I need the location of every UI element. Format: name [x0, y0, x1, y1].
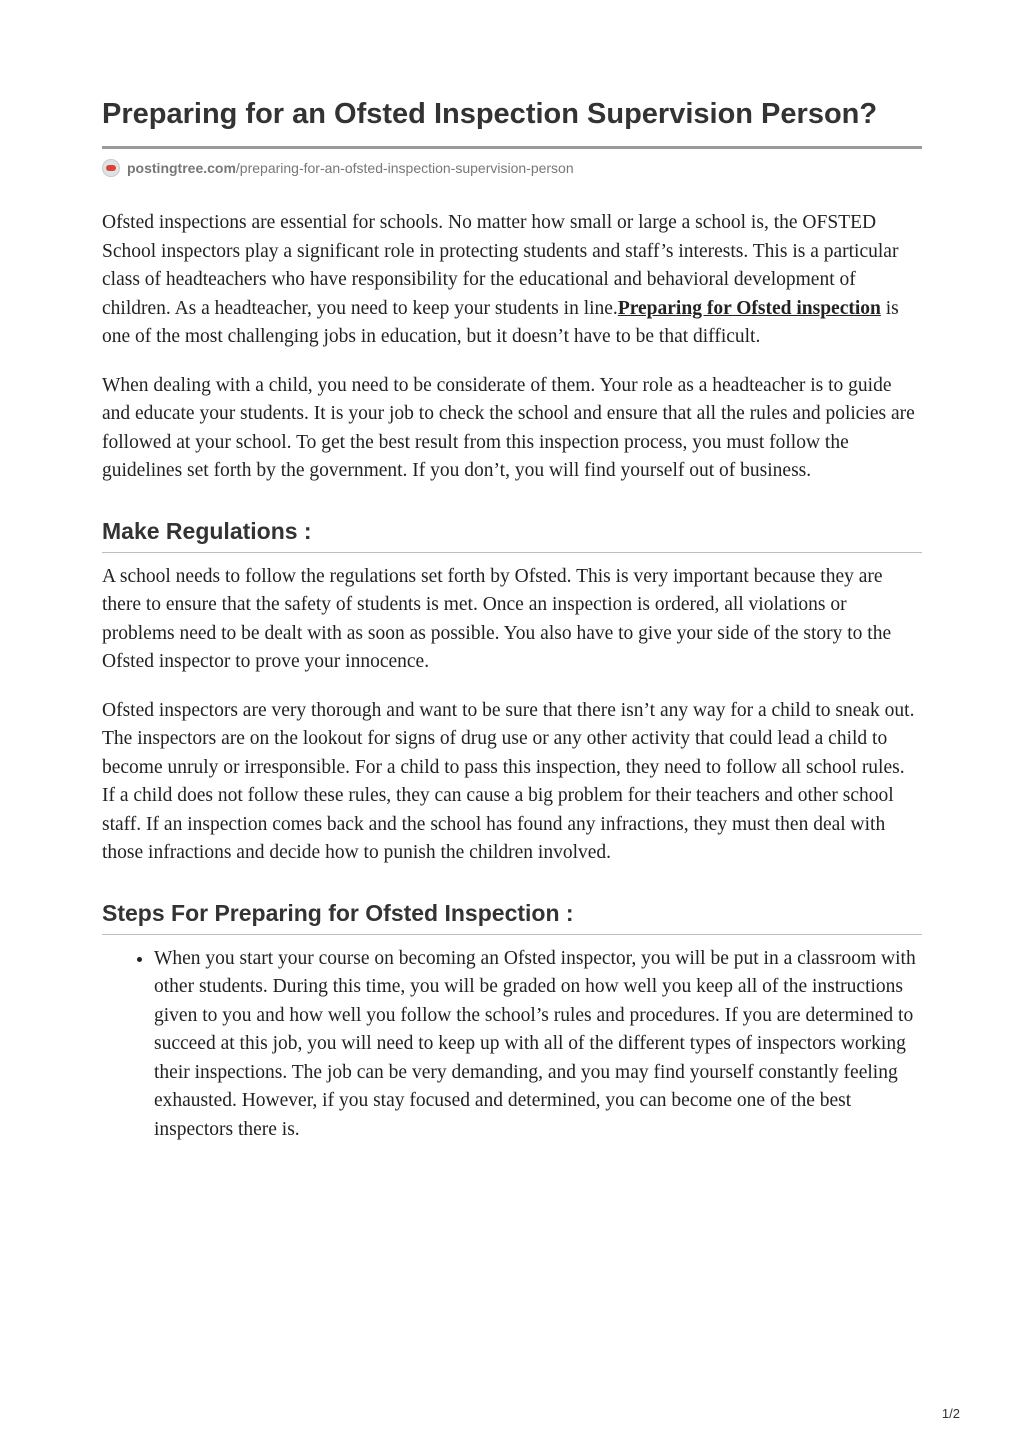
source-domain: postingtree.com [127, 160, 236, 176]
regulations-paragraph-2: Ofsted inspectors are very thorough and want to be sure that there isn’t any way for a child to sneak out. The inspectors are on the lookout for signs of drug use or any other activity that could lead a child to become unruly or irresponsible. For a child to pass this inspection, they need to follow all school rules. If a child does not follow these rules, they can cause a big problem for their teachers and other school staff. If an inspection comes back and the school has found any infractions, they must then deal with those infractions and decide how to punish the children involved. [102, 699, 915, 863]
source-bar [102, 146, 922, 179]
intro-p1-text-after: is one of the most challenging jobs in education, but it doesn’t have to be that difficult. [102, 297, 899, 347]
article-title: Preparing for an Ofsted Inspection Supervision Person? [102, 98, 878, 130]
intro-paragraph-2: When dealing with a child, you need to be considerate of them. Your role as a headteacher is to guide and educate your students. It is your job to check the school and ensure that all the rules and policies are followed at your school. To get the best result from this inspection process, you must follow the guidelines set forth by the government. If you don’t, you will find yourself out of business. [102, 374, 915, 481]
source-path: /preparing-for-an-ofsted-inspection-supervision-person [235, 160, 574, 176]
page-number: 1/2 [941, 1406, 960, 1421]
site-favicon-icon [102, 159, 120, 177]
regulations-paragraph-1: A school needs to follow the regulations set forth by Ofsted. This is very important because they are there to ensure that the safety of students is met. Once an inspection is ordered, all violations or problems need to be dealt with as soon as possible. You also have to give your side of the story to the Ofsted inspector to prove your innocence. [102, 565, 892, 672]
section-heading-make-regulations: Make Regulations : [102, 516, 922, 553]
section-heading-steps: Steps For Preparing for Ofsted Inspection : [102, 898, 922, 935]
steps-list [102, 945, 922, 1145]
list-item: • When you start your course on becoming an Ofsted inspector, you will be put in a classroom with other students. During this time, you will be graded on how well you keep all of the instructions given to you and how well you follow the school’s rules and procedures. If you are determined to succeed at this job, you will need to keep up with all of the different types of inspectors working their inspections. The job can be very demanding, and you may find yourself constantly feeling exhausted. However, if you stay focused and determined, you can become one of the best inspectors there is. [154, 945, 922, 1145]
intro-p1-text-before: Ofsted inspections are essential for schools. No matter how small or large a school is, the OFSTED School inspectors play a significant role in protecting students and staff’s interests. This is a particular class of headteachers who have responsibility for the educational and behavioral development of children. As a headteacher, you need to keep your students in line. [102, 212, 899, 319]
article [102, 96, 922, 1144]
source-link[interactable] [127, 160, 574, 176]
article-body [102, 209, 922, 1144]
intro-paragraph-1 [102, 209, 922, 352]
preparing-ofsted-link[interactable]: Preparing for Ofsted inspection [617, 297, 881, 319]
